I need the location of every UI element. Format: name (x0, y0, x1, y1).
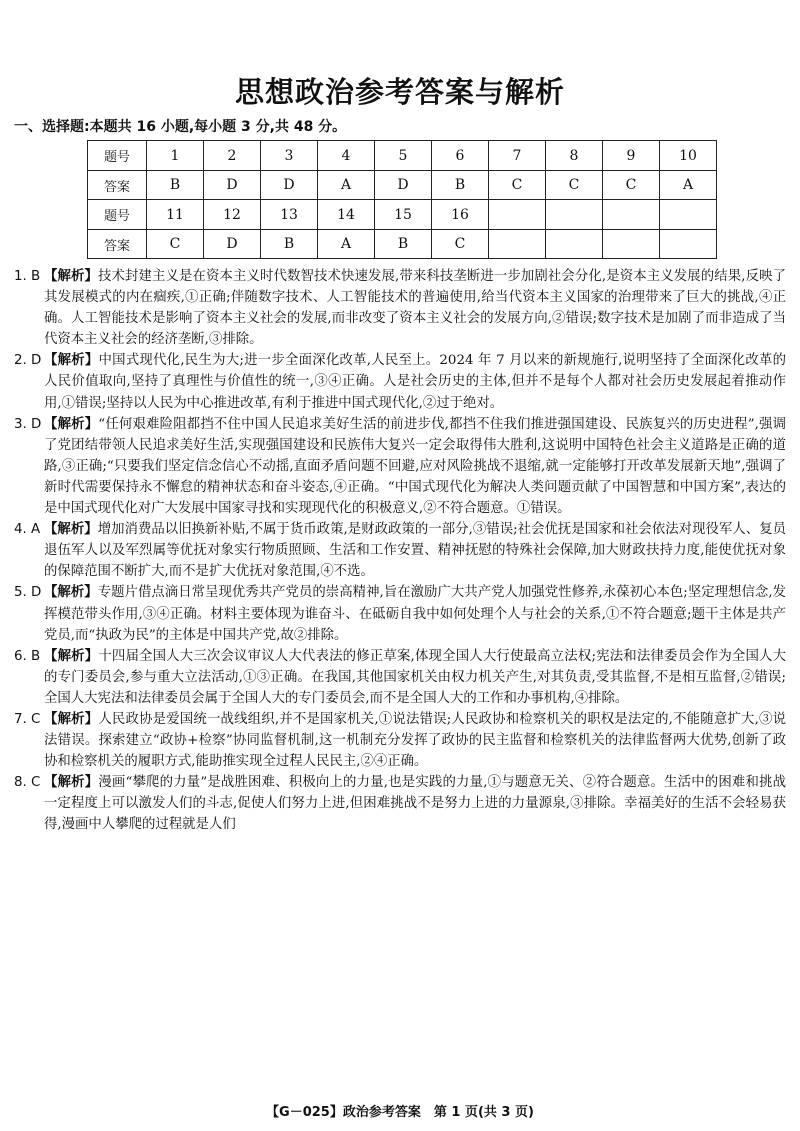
answer-table-cell: C (147, 230, 204, 259)
question-answer-number: 1. B (14, 269, 41, 284)
analysis-tag: 【解析】 (44, 269, 99, 284)
answer-table-cell (546, 200, 603, 230)
answer-table-cell: 8 (546, 141, 603, 171)
section-heading: 一、选择题:本题共 16 小题,每小题 3 分,共 48 分。 (14, 119, 347, 135)
answer-table-cell (603, 200, 660, 230)
analysis-tag: 【解析】 (44, 775, 99, 791)
answer-table-cell: A (660, 171, 717, 200)
answer-table-cell: 12 (204, 200, 261, 230)
answer-table-cell: D (375, 171, 432, 200)
page-title: 思想政治参考答案与解析 (234, 75, 565, 109)
answer-table-cell (660, 200, 717, 230)
analysis-tag: 【解析】 (44, 416, 99, 432)
answer-table-row (88, 230, 717, 259)
analysis-text: 增加消费品以旧换新补贴,不属于货币政策,是财政政策的一部分,③错误;社会优抚是国家和社会依法对现役军人、复员退伍军人以及军烈属等优抚对象实行物质照顾、生活和工作安置、精神抚慰的特殊社会保障,加大财政扶持力度,能使优抚对象的保障范围不断扩大,而不是扩大优抚对象范围,④不选。 (44, 522, 787, 580)
analysis-tag: 【解析】 (44, 585, 98, 601)
question-answer-number: 3. D (14, 416, 42, 432)
answer-table-cell: A (318, 171, 375, 200)
answer-table-cell: 10 (660, 141, 717, 171)
analysis-text: 人民政协是爱国统一战线组织,并不是国家机关,①说法错误;人民政协和检察机关的职权是法定的,不能随意扩大,③说法错误。探索建立“政协+检察”协同监督机制,这一机制充分发挥了政协的民主监督和检察机关的法律监督两大优势,创新了政协和检察机关的履职方式,能助推实现全过程人民民主,②④正确。 (44, 711, 786, 770)
answer-table-row (88, 171, 717, 200)
answer-table-cell: 6 (432, 141, 489, 171)
answer-table-cell: C (546, 171, 603, 200)
answer-table-cell: 7 (489, 141, 546, 171)
explanation-list (14, 266, 786, 836)
answer-table-cell: 11 (147, 200, 204, 230)
question-answer-number: 4. A (14, 522, 41, 538)
answer-table-row-label: 答案 (88, 230, 147, 259)
analysis-tag: 【解析】 (44, 353, 99, 369)
explanation-item (14, 582, 786, 645)
question-answer-number: 7. C (14, 711, 41, 727)
answer-table-cell: 9 (603, 141, 660, 171)
answer-table-cell: 5 (375, 141, 432, 171)
answer-table-cell (489, 230, 546, 259)
answer-table-cell: C (603, 171, 660, 200)
answer-table-cell: B (432, 171, 489, 200)
answer-table-cell: B (147, 171, 204, 200)
page-footer: 【G－025】政治参考答案 第 1 页(共 3 页) (266, 1105, 534, 1120)
answer-table-cell (660, 230, 717, 259)
answer-table-row-label: 题号 (88, 141, 147, 171)
answer-table-row-label: 答案 (88, 171, 147, 200)
answer-table-cell: B (261, 230, 318, 259)
analysis-text: 技术封建主义是在资本主义时代数智技术快速发展,带来科技垄断进一步加剧社会分化,是资本主义发展的结果,反映了其发展模式的内在痼疾,①正确;伴随数字技术、人工智能技术的普遍使用,给当代资本主义国家的治理带来了巨大的挑战,④正确。人工智能技术是影响了资本主义社会的发展,而非改变了资本主义社会的发展方向,②错误;数字技术是加剧了而非造成了当代资本主义社会的经济垄断,③排除。 (44, 269, 787, 348)
analysis-text: 中国式现代化,民生为大;进一步全面深化改革,人民至上。2024 年 7 月以来的新规施行,说明坚持了全面深化改革的人民价值取向,坚持了真理性与价值性的统一,③④正确。人是社会历史的主体,但并不是每个人都对社会历史发展起着推动作用,①错误;坚持以人民为中心推进改革,有利于推进中国式现代化,②过于绝对。 (44, 353, 786, 411)
answer-table-row-label: 题号 (88, 200, 147, 230)
question-answer-number: 6. B (14, 648, 41, 664)
explanation-item (14, 266, 786, 350)
analysis-text: 漫画“攀爬的力量”是战胜困难、积极向上的力量,也是实践的力量,①与题意无关、②符合题意。生活中的困难和挑战一定程度上可以激发人们的斗志,促使人们努力上进,但困难挑战不是努力上进的力量源泉,③排除。幸福美好的生活不会轻易获得,漫画中人攀爬的过程就是人们 (44, 775, 787, 833)
explanation-item (14, 414, 786, 519)
answer-table-cell: 1 (147, 141, 204, 171)
answer-table-cell: 2 (204, 141, 261, 171)
answer-table-cell: 14 (318, 200, 375, 230)
answer-table-cell: D (261, 171, 318, 200)
answer-table-cell: 13 (261, 200, 318, 230)
analysis-tag: 【解析】 (44, 648, 99, 664)
answer-table-cell: 15 (375, 200, 432, 230)
answer-table-cell (603, 230, 660, 259)
answer-table-cell: B (375, 230, 432, 259)
answer-table-cell (489, 200, 546, 230)
explanation-item (14, 772, 786, 835)
explanation-item (14, 709, 786, 772)
answer-table-cell: 4 (318, 141, 375, 171)
explanation-item (14, 519, 786, 582)
analysis-text: “任何艰难险阻都挡不住中国人民追求美好生活的前进步伐,都挡不住我们推进强国建设、民族复兴的历史进程”,强调了党团结带领人民追求美好生活,实现强国建设和民族伟大复兴一定会取得伟大胜利,这说明中国特色社会主义道路是正确的道路,③正确;“只要我们坚定信念信心不动摇,直面矛盾问题不回避,应对风险挑战不退缩,就一定能够打开改革发展新天地”,强调了新时代需要保持永不懈怠的精神状态和奋斗姿态,④正确。“中国式现代化为解决人类问题贡献了中国智慧和中国方案”,表达的是中国式现代化对广大发展中国家寻找和实现现代化的积极意义,②不符合题意。①错误。 (44, 416, 786, 517)
answer-table-cell: A (318, 230, 375, 259)
answer-table-row (88, 200, 717, 230)
analysis-tag: 【解析】 (44, 522, 98, 538)
explanation-item (14, 350, 786, 413)
analysis-text: 专题片借点滴日常呈现优秀共产党员的崇高精神,旨在激励广大共产党人加强党性修养,永葆初心本色;坚定理想信念,发挥模范带头作用,③④正确。材料主要体现为谁奋斗、在砥砺自我中如何处理个人与社会的关系,①不符合题意;题干主体是共产党员,而“执政为民”的主体是中国共产党,故②排除。 (44, 585, 787, 643)
question-answer-number: 8. C (14, 775, 41, 791)
question-answer-number: 5. D (14, 585, 42, 601)
analysis-text: 十四届全国人大三次会议审议人大代表法的修正草案,体现全国人大行使最高立法权;宪法和法律委员会作为全国人大的专门委员会,参与重大立法活动,①③正确。在我国,其他国家机关由权力机关产生,对其负责,受其监督,不是相互监督,②错误;全国人大宪法和法律委员会属于全国人大的专门委员会,而不是全国人大的工作和办事机构,④排除。 (44, 648, 787, 706)
answer-table-cell: 3 (261, 141, 318, 171)
answer-table-cell: D (204, 230, 261, 259)
answer-table-cell: C (489, 171, 546, 200)
answer-table-row (88, 141, 717, 171)
analysis-tag: 【解析】 (44, 711, 99, 727)
explanation-item (14, 646, 786, 709)
answer-table-cell: 16 (432, 200, 489, 230)
answer-table-cell: C (432, 230, 489, 259)
question-answer-number: 2. D (14, 353, 42, 369)
answer-table (87, 140, 717, 259)
answer-table-cell (546, 230, 603, 259)
answer-table-cell: D (204, 171, 261, 200)
